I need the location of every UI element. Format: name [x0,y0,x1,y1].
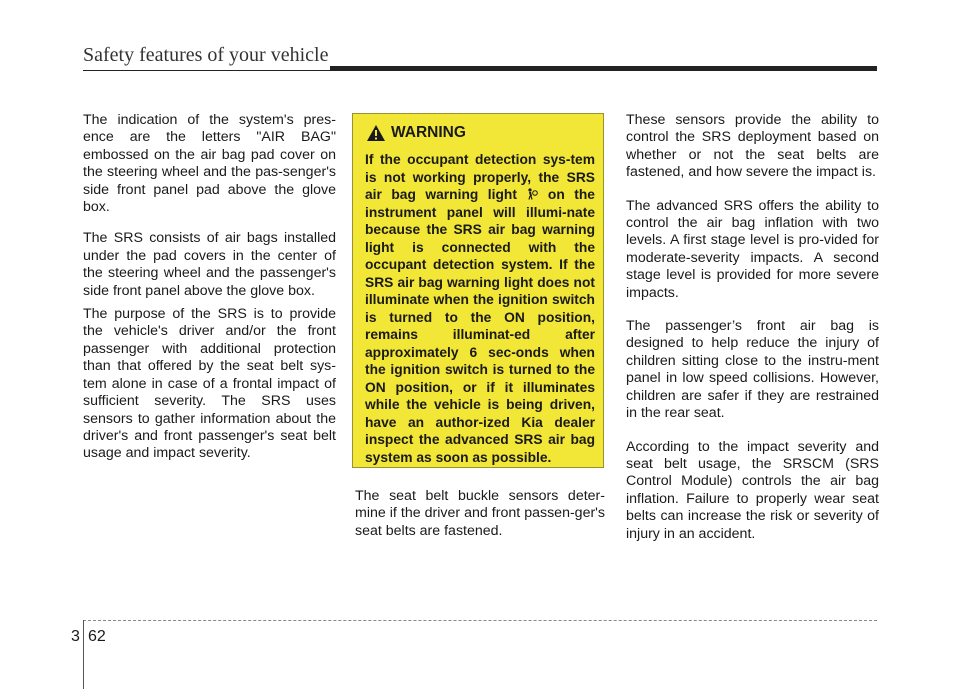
paragraph-advanced-srs: The advanced SRS offers the ability to control the air bag inflation with two levels. A first stage level is pro-vided for moderate-severity impacts. A second stage level is provided for more severe impacts. [626,197,879,301]
page-header-title: Safety features of your vehicle [83,44,329,66]
warning-text-part1: If the occupant detection sys-tem is not working properly, the SRS air bag warning light [365,152,595,202]
warning-box [352,113,604,468]
paragraph-srs-consists: The SRS consists of air bags installed under the pad covers in the center of the steering wheel and the passenger's side front panel above the glove box. [83,230,336,299]
chapter-number: 3 [71,628,80,645]
paragraph-srscm: According to the impact severity and seat belt usage, the SRSCM (SRS Control Module) controls the air bag inflation. Failure to properly wear seat belts can increase the risk or severity of injury in an accident. [626,438,879,542]
column-middle [355,488,605,554]
paragraph-airbag-indication: The indication of the system's pres-ence are the letters "AIR BAG" embossed on the air bag pad cover on the steering wheel and the pas-senger's side front panel pad above the glove box. [83,112,336,216]
warning-text [365,151,595,466]
column-left [83,112,336,477]
warning-text-part2: on the instrument panel will illumi-nate because the SRS air bag warning light is connected with the occupant detection system. If the SRS air bag warning light does not illuminate when the ignition switch is turned to the ON position, remains illuminat-ed after approximately 6 sec-onds when the ignition switch is turned to the ON position, or if it illuminates while the vehicle is being driven, have an author-ized Kia dealer inspect the advanced SRS air bag system as soon as possible. [365,187,595,465]
column-right [626,112,879,559]
header-rule-thin [83,70,877,71]
footer-rule [83,620,877,621]
warning-header [366,124,466,142]
page-number: 62 [88,628,106,645]
paragraph-sensors-ability: These sensors provide the ability to control the SRS deployment based on whether or not the seat belts are fastened, and how severe the impact is. [626,112,879,181]
warning-triangle-icon [366,124,386,142]
paragraph-buckle-sensors: The seat belt buckle sensors deter-mine if the driver and front passen-ger's seat belts are fastened. [355,488,605,539]
warning-title: WARNING [391,124,466,141]
paragraph-passenger-airbag: The passenger’s front air bag is designed to help reduce the injury of children sitting close to the instru-ment panel in low speed collisions. However, children are safer if they are restrained in the rear seat. [626,318,879,422]
airbag-warning-light-icon [526,188,538,200]
footer-divider [83,620,84,689]
paragraph-srs-purpose: The purpose of the SRS is to provide the vehicle's driver and/or the front passenger with additional protection than that offered by the seat belt sys-tem alone in case of a frontal impact of sufficient severity. The SRS uses sensors to gather information about the driver's and front passenger's seat belt usage and impact severity. [83,306,336,462]
